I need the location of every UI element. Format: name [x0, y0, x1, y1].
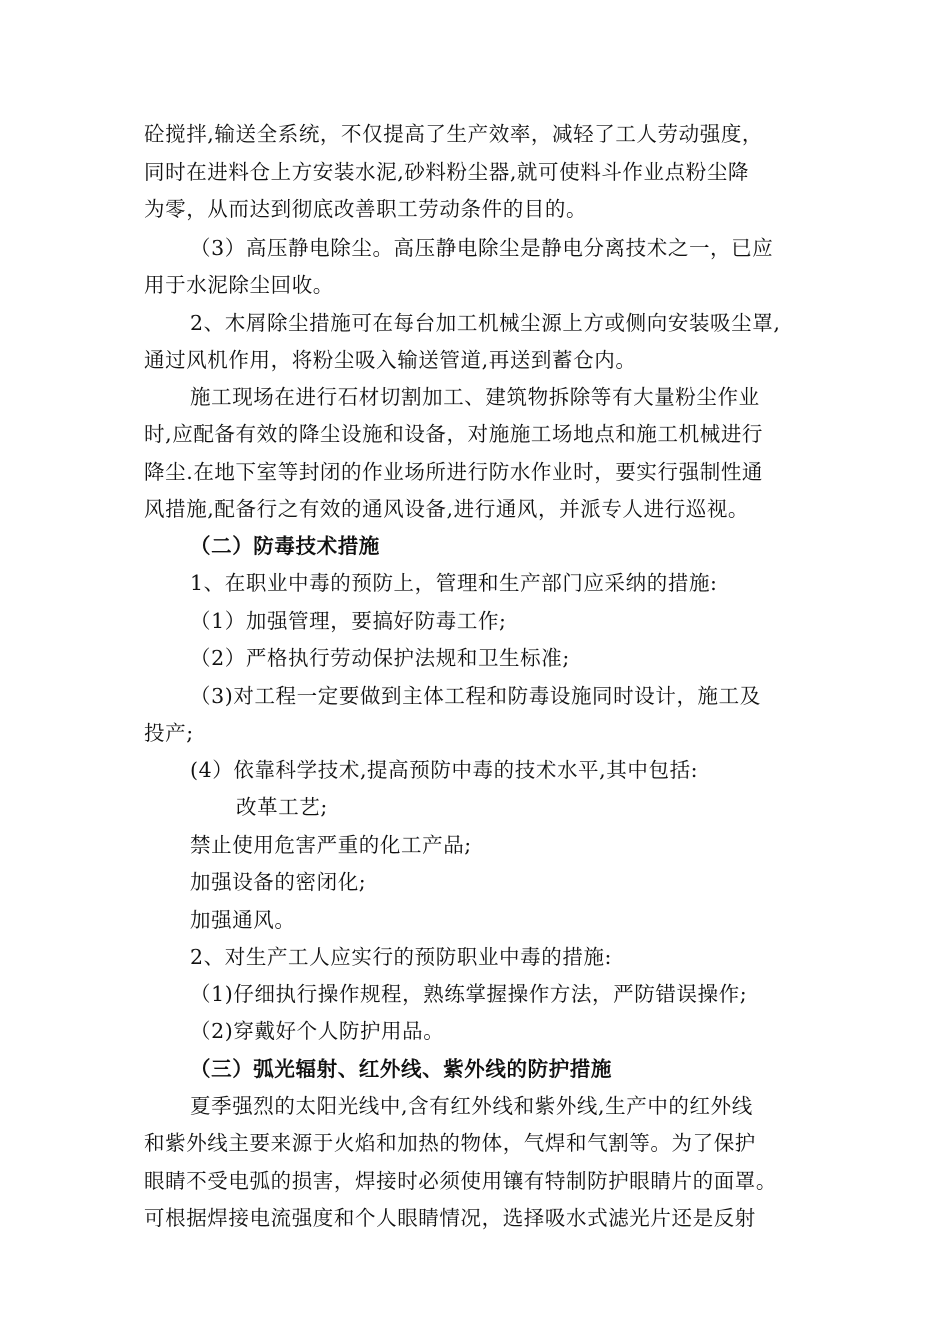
text-line: 禁止使用危害严重的化工产品; — [190, 833, 472, 857]
text-line: 改革工艺; — [236, 795, 328, 819]
text-line: （1）加强管理，要搞好防毒工作; — [190, 609, 507, 633]
text-line: （3)对工程一定要做到主体工程和防毒设施同时设计，施工及 — [190, 684, 761, 708]
text-line: 同时在进料仓上方安装水泥,砂料粉尘器,就可使料斗作业点粉尘降 — [144, 160, 750, 184]
text-line: 用于水泥除尘回收。 — [144, 273, 334, 297]
text-line: （3）高压静电除尘。高压静电除尘是静电分离技术之一，已应 — [190, 236, 774, 260]
text-line: 施工现场在进行石材切割加工、建筑物拆除等有大量粉尘作业 — [190, 385, 760, 409]
text-line: 通过风机作用，将粉尘吸入输送管道,再送到蓄仓内。 — [144, 348, 637, 372]
text-line: 加强设备的密闭化; — [190, 870, 367, 894]
text-line: 可根据焊接电流强度和个人眼睛情况，选择吸水式滤光片还是反射 — [144, 1206, 756, 1230]
text-line: 降尘.在地下室等封闭的作业场所进行防水作业时，要实行强制性通 — [144, 460, 764, 484]
text-line: 1、在职业中毒的预防上，管理和生产部门应采纳的措施: — [190, 571, 718, 595]
text-line: 砼搅拌,输送全系统，不仅提高了生产效率，减轻了工人劳动强度， — [144, 122, 764, 146]
text-line: 加强通风。 — [190, 908, 296, 932]
text-line: （1)仔细执行操作规程，熟练掌握操作方法，严防错误操作; — [190, 982, 748, 1006]
text-line: (4）依靠科学技术,提高预防中毒的技术水平,其中包括: — [190, 758, 699, 782]
section-heading: （三）弧光辐射、红外线、紫外线的防护措施 — [190, 1057, 612, 1081]
text-line: （2）严格执行劳动保护法规和卫生标准; — [190, 646, 570, 670]
text-line: 和紫外线主要来源于火焰和加热的物体，气焊和气割等。为了保护 — [144, 1131, 756, 1155]
text-line: 风措施,配备行之有效的通风设备,进行通风，并派专人进行巡视。 — [144, 497, 750, 521]
text-line: 夏季强烈的太阳光线中,含有红外线和紫外线,生产中的红外线 — [190, 1094, 753, 1118]
section-heading: （二）防毒技术措施 — [190, 534, 380, 558]
text-line: 为零，从而达到彻底改善职工劳动条件的目的。 — [144, 197, 588, 221]
text-line: 2、木屑除尘措施可在每台加工机械尘源上方或侧向安装吸尘罩, — [190, 311, 781, 335]
text-line: 投产; — [144, 721, 194, 745]
text-line: 时,应配备有效的降尘设施和设备，对施施工场地点和施工机械进行 — [144, 422, 764, 446]
text-line: （2)穿戴好个人防护用品。 — [190, 1019, 445, 1043]
text-line: 眼睛不受电弧的损害，焊接时必须使用镶有特制防护眼睛片的面罩。 — [144, 1169, 777, 1193]
text-line: 2、对生产工人应实行的预防职业中毒的措施: — [190, 945, 613, 969]
